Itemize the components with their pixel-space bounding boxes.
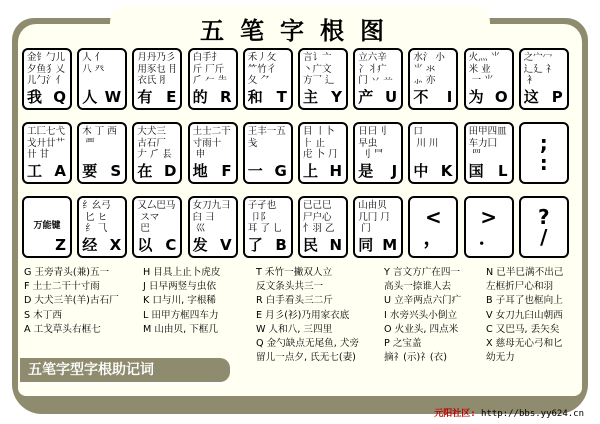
key-word: 以: [137, 236, 153, 254]
key-semicolon[interactable]: [519, 122, 569, 184]
key-letter: S: [110, 162, 122, 180]
mnemonic-line: E 月彡(衫)乃用家衣底: [256, 309, 350, 321]
mnemonic-title: 五笔字型字根助记词: [20, 358, 230, 382]
key-letter: R: [220, 88, 232, 106]
key-roots: 金钅勹儿 夕鱼犭乂 儿勹氵亻: [27, 52, 66, 86]
key-word: 这: [523, 88, 539, 106]
key-roots: 之宀冖 辶廴 礻 衤: [523, 52, 556, 86]
mnemonic-column: [256, 266, 359, 365]
key-roots: 白手扌 斤 厂斤 ⺁ 𠂉 ⺧: [192, 52, 228, 86]
key-e[interactable]: [132, 48, 182, 110]
mnemonic-line: 反文条头共三一: [256, 281, 324, 293]
key-word: 地: [192, 162, 208, 180]
key-word: 不: [413, 88, 429, 106]
key-word: 要: [82, 162, 98, 180]
key-w[interactable]: [77, 48, 127, 110]
key-letter: Q: [53, 88, 66, 106]
key-roots: 言讠亠 丶广文 方乛 ⻍: [303, 52, 335, 86]
key-word: 上: [303, 162, 319, 180]
key-roots: 又厶巴马 スマ 巴: [137, 200, 176, 234]
key-letter: Z: [55, 236, 66, 254]
key-letter: B: [275, 236, 287, 254]
mnemonic-column: [24, 266, 119, 337]
key-roots: 已己巳 尸户心 忄羽 乙: [303, 200, 335, 234]
key-letter: P: [551, 88, 563, 106]
mnemonic-line: F 土士二干十寸雨: [24, 281, 100, 293]
mnemonic-line: I 水旁兴头小倒立: [384, 309, 458, 321]
key-roots: 立六辛 冫丬疒 门 丷 䒑: [358, 52, 393, 86]
mnemonic-column: [486, 266, 563, 365]
mnemonic-line: 留儿一点夕, 氏无七(妻): [256, 352, 356, 364]
key-letter: X: [109, 236, 122, 254]
key-i[interactable]: [408, 48, 458, 110]
key-f[interactable]: [188, 122, 238, 184]
key-word: 民: [303, 236, 319, 254]
key-word: 主: [303, 88, 319, 106]
mnemonic-line: U 立辛两点六门疒: [384, 295, 462, 307]
mnemonic-column: [384, 266, 461, 365]
key-roots: 水氵 小 ⺌ 氺 ⺗ 亦: [413, 52, 445, 86]
key-symbol: ;: [539, 131, 548, 155]
key-word: 发: [192, 236, 208, 254]
mnemonic-line: B 子耳了也框向上: [486, 295, 563, 307]
mnemonic-line: M 山由贝, 下框几: [143, 323, 218, 335]
key-o[interactable]: [464, 48, 514, 110]
key-letter: W: [104, 88, 122, 106]
key-letter: Y: [331, 88, 342, 106]
key-comma[interactable]: [408, 196, 458, 258]
key-symbol: ，: [423, 225, 444, 249]
mnemonic-line: 左框折尸心和羽: [486, 281, 554, 293]
mnemonic-line: 幼无力: [486, 352, 515, 364]
mnemonic-line: V 女刀九臼山朝西: [486, 309, 563, 321]
mnemonic-line: X 慈母无心弓和匕: [486, 337, 563, 349]
key-roots: 子孑也 卩阝 耳 了 乚: [247, 200, 283, 234]
key-c[interactable]: [132, 196, 182, 258]
key-symbol: /: [540, 225, 548, 249]
key-k[interactable]: [408, 122, 458, 184]
key-word: 的: [192, 88, 208, 106]
key-word: 在: [137, 162, 153, 180]
key-letter: E: [166, 88, 177, 106]
key-letter: L: [498, 162, 508, 180]
key-a[interactable]: [22, 122, 72, 184]
key-symbol: ?: [537, 205, 550, 229]
mnemonic-line: N 已半巳满不出己: [486, 267, 564, 278]
key-letter: K: [440, 162, 453, 180]
key-roots: 工匚七弋 戈廾廿艹 卄 甘: [27, 126, 66, 160]
key-r[interactable]: [188, 48, 238, 110]
key-roots: 大犬三 古石厂 𠂇 ⺁ 镸: [137, 126, 172, 160]
key-roots: 人 亻 八 癶: [82, 52, 105, 75]
key-word: 产: [358, 88, 374, 106]
key-letter: F: [221, 162, 232, 180]
key-word: 经: [82, 236, 98, 254]
key-word: 为: [468, 88, 484, 106]
key-letter: J: [391, 162, 398, 180]
key-z[interactable]: [22, 196, 72, 258]
mnemonic-line: P 之宝盖: [384, 337, 422, 349]
key-roots: 月丹乃彡 用豕乜 ⺝ 衣氏 ⺼: [137, 52, 179, 86]
key-h[interactable]: [298, 122, 348, 184]
key-x[interactable]: [77, 196, 127, 258]
mnemonic-line: W 人和八, 三四里: [256, 323, 333, 335]
site-url[interactable]: http://bbs.yy624.cn: [481, 409, 584, 419]
mnemonic-line: H 目具上止卜虎皮: [143, 267, 221, 278]
key-u[interactable]: [353, 48, 403, 110]
key-word: 和: [247, 88, 263, 106]
site-credit[interactable]: [434, 406, 584, 419]
key-letter: O: [494, 88, 508, 106]
key-m[interactable]: [353, 196, 403, 258]
mnemonic-line: Y 言文方广在四一: [384, 267, 461, 278]
key-t[interactable]: [243, 48, 293, 110]
key-roots: 木 丁 西 覀: [82, 126, 117, 149]
key-symbol: <: [425, 205, 442, 229]
mnemonic-line: G 王旁青头(兼)五一: [24, 267, 110, 278]
key-word: 同: [358, 236, 374, 254]
key-word: 是: [358, 162, 374, 180]
key-b[interactable]: [243, 196, 293, 258]
key-n[interactable]: [298, 196, 348, 258]
mnemonic-column: [143, 266, 220, 337]
key-word: 中: [413, 162, 429, 180]
key-letter: U: [385, 88, 398, 106]
site-label: 元阳社区:: [434, 409, 476, 419]
mnemonic-line: T 禾竹一撇双人立: [256, 267, 333, 278]
key-roots: 王丰一五 戋: [247, 126, 286, 149]
key-y[interactable]: [298, 48, 348, 110]
key-d[interactable]: [132, 122, 182, 184]
key-symbol: ．: [478, 225, 499, 249]
mnemonic-line: A 工戈草头右框七: [24, 323, 101, 335]
key-letter: A: [54, 162, 66, 180]
mnemonic-line: Q 金勺缺点无尾鱼, 犬旁: [256, 337, 360, 349]
key-roots: 日曰刂 早虫 刂 ⺜: [358, 126, 387, 160]
key-roots: 纟幺弓 匕 ヒ 纟 ⺄: [82, 200, 111, 234]
mnemonic-line: R 白手看头三二斤: [256, 295, 333, 307]
key-letter: M: [382, 236, 398, 254]
mnemonic-line: J 日早两竖与虫依: [143, 281, 217, 293]
key-p[interactable]: [519, 48, 569, 110]
key-word: 有: [137, 88, 153, 106]
mnemonic-line: 高头一捺谁人去: [384, 281, 452, 293]
key-roots: 目 丨卜 ⺊ 止 虍 卜 ⺆: [303, 126, 338, 160]
key-word: 一: [247, 162, 263, 180]
key-roots: 土士二干 寸雨十 申: [192, 126, 231, 160]
key-period[interactable]: [464, 196, 514, 258]
key-roots: 山由贝 几冂 ⺆ 门: [358, 200, 390, 234]
key-letter: H: [329, 162, 342, 180]
key-letter: N: [329, 236, 342, 254]
key-slash[interactable]: [519, 196, 569, 258]
key-roots: 田甲四皿 车力囗 罒: [468, 126, 507, 160]
key-roots: 禾丿攵 ⺮竹彳 夂 ⺈: [247, 52, 277, 86]
key-word: 了: [247, 236, 263, 254]
key-roots: 火灬 ⺌ 米 业 一 ⺌: [468, 52, 501, 86]
key-word: 工: [27, 162, 43, 180]
mnemonic-line: O 火业头, 四点米: [384, 323, 459, 335]
key-v[interactable]: [188, 196, 238, 258]
key-roots: 口 川 川: [413, 126, 439, 149]
key-g[interactable]: [243, 122, 293, 184]
key-word: 国: [468, 162, 484, 180]
key-roots: 女刀九彐 臼 ⺕ 巛: [192, 200, 231, 234]
mnemonic-line: L 田甲方框四车力: [143, 309, 219, 321]
key-letter: I: [446, 88, 453, 106]
mnemonic-line: K 口与川, 字根稀: [143, 295, 217, 307]
mnemonic-line: D 大犬三羊(羊)古石厂: [24, 295, 119, 307]
key-l[interactable]: [464, 122, 514, 184]
key-letter: C: [165, 236, 177, 254]
key-q[interactable]: [22, 48, 72, 110]
key-letter: V: [219, 236, 232, 254]
key-s[interactable]: [77, 122, 127, 184]
mnemonic-line: C 又巴马, 丢矢矣: [486, 323, 560, 335]
wildcard-label: 万能键: [33, 221, 61, 231]
key-symbol: :: [539, 151, 548, 175]
key-letter: T: [276, 88, 287, 106]
key-j[interactable]: [353, 122, 403, 184]
mnemonic-line: S 木丁西: [24, 309, 62, 321]
key-symbol: >: [480, 205, 497, 229]
mnemonic-line: 摘礻(示)礻(衣): [384, 352, 447, 364]
key-letter: D: [163, 162, 177, 180]
page-title: 五笔字根图: [200, 16, 400, 45]
key-letter: G: [274, 162, 287, 180]
key-word: 我: [27, 88, 43, 106]
key-word: 人: [82, 88, 98, 106]
keyboard-grid: [22, 48, 578, 260]
